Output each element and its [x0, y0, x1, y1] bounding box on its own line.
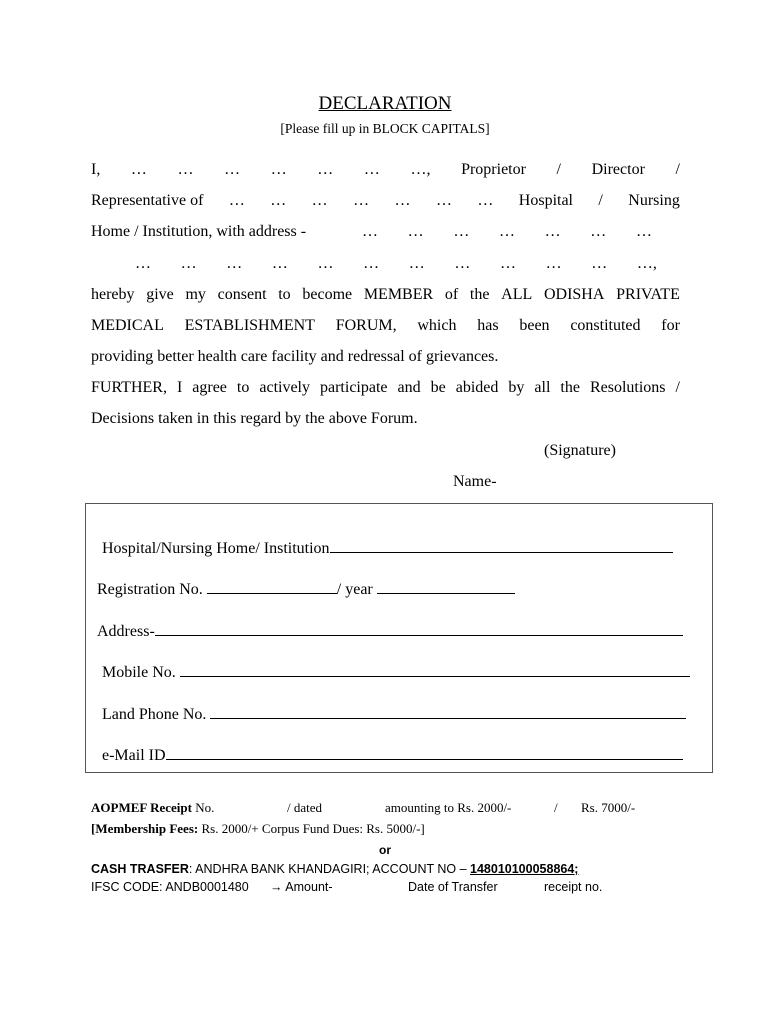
- declaration-line-5: [91, 286, 680, 304]
- word: …: [590, 223, 607, 240]
- word: abided: [455, 379, 499, 396]
- word: the: [560, 379, 580, 396]
- word: which: [417, 317, 457, 334]
- registration-field[interactable]: [97, 579, 515, 599]
- page-title: DECLARATION: [318, 93, 452, 114]
- declaration-line-9: Decisions taken in this regard by the above Forum.: [91, 410, 418, 427]
- account-number: 148010100058864;: [470, 862, 579, 876]
- word: …: [363, 255, 380, 272]
- word: …,: [636, 255, 657, 272]
- year-label: / year: [336, 581, 373, 598]
- declaration-line-3: [91, 223, 306, 241]
- word: …: [435, 192, 452, 209]
- word: I,: [91, 161, 101, 178]
- word: …: [311, 192, 328, 209]
- arrow-right-icon: →: [270, 880, 283, 894]
- declaration-line-1: [91, 161, 680, 179]
- amount-label: Amount-: [285, 880, 333, 894]
- word: …: [270, 192, 287, 209]
- declaration-line-8: [91, 379, 680, 397]
- receipt-rs7000: Rs. 7000/-: [581, 800, 636, 815]
- word: …: [180, 255, 197, 272]
- word: hereby: [91, 286, 135, 303]
- registration-label: Registration No.: [97, 581, 203, 598]
- word: be: [430, 379, 446, 396]
- mobile-blank[interactable]: [180, 662, 690, 677]
- receipt-dated-label: / dated: [287, 800, 323, 815]
- word: been: [519, 317, 550, 334]
- word: agree: [192, 379, 227, 396]
- word: ESTABLISHMENT: [184, 317, 315, 334]
- ifsc-code: IFSC CODE: ANDB0001480: [91, 880, 249, 894]
- amount-transfer-field: [270, 880, 333, 894]
- receipt-no-label: No.: [195, 800, 215, 815]
- fees-label: [Membership Fees:: [91, 821, 199, 836]
- word: by: [508, 379, 525, 396]
- receipt-slash: /: [554, 800, 558, 815]
- landphone-blank[interactable]: [210, 704, 686, 719]
- word: …: [317, 255, 334, 272]
- word: has: [477, 317, 499, 334]
- signature-label: (Signature): [544, 442, 616, 459]
- address-intro-text: Home / Institution, with address -: [91, 223, 307, 240]
- word: MEMBER: [363, 286, 434, 303]
- word: and: [397, 379, 421, 396]
- word: the: [469, 286, 490, 303]
- page-subtitle: [Please fill up in BLOCK CAPITALS]: [280, 121, 490, 136]
- receipt-line: [91, 800, 214, 816]
- word: …: [362, 223, 378, 240]
- email-blank[interactable]: [166, 745, 683, 760]
- word: …: [407, 223, 424, 240]
- word: /: [675, 379, 680, 396]
- word: /: [598, 192, 603, 209]
- word: become: [302, 286, 353, 303]
- member-details-box: [85, 503, 713, 773]
- word: FURTHER,: [91, 379, 167, 396]
- word: …,: [410, 161, 431, 178]
- cash-transfer-label: CASH TRASFER: [91, 862, 189, 876]
- word: consent: [217, 286, 267, 303]
- word: …: [228, 192, 245, 209]
- word: …: [135, 255, 151, 272]
- word: /: [556, 161, 561, 178]
- word: Nursing: [628, 192, 680, 209]
- word: …: [453, 223, 470, 240]
- mobile-field[interactable]: [102, 662, 690, 682]
- word: …: [498, 223, 515, 240]
- word: Hospital: [518, 192, 573, 209]
- email-label: e-Mail ID: [102, 747, 166, 764]
- word: …: [477, 192, 494, 209]
- address-dots-2: [135, 255, 657, 273]
- landphone-label: Land Phone No.: [102, 706, 207, 723]
- word: I: [176, 379, 183, 396]
- hospital-blank[interactable]: [330, 538, 673, 553]
- address-label: Address-: [97, 623, 155, 640]
- word: …: [271, 255, 288, 272]
- word: ALL: [501, 286, 533, 303]
- word: …: [500, 255, 516, 272]
- address-blank[interactable]: [155, 621, 683, 636]
- word: …: [177, 161, 194, 178]
- name-label: Name-: [453, 473, 497, 490]
- word: constituted: [570, 317, 641, 334]
- word: to: [236, 379, 250, 396]
- word: /: [675, 161, 680, 178]
- receipt-amount-label: amounting to Rs. 2000/-: [385, 800, 512, 815]
- date-of-transfer-label: Date of Transfer: [408, 880, 498, 894]
- word: for: [661, 317, 680, 334]
- email-field[interactable]: [102, 745, 683, 765]
- word: Director: [591, 161, 645, 178]
- word: …: [130, 161, 147, 178]
- cash-transfer-text: : ANDHRA BANK KHANDAGIRI; ACCOUNT NO –: [188, 862, 471, 876]
- word: FORUM,: [335, 317, 397, 334]
- declaration-line-6: [91, 317, 680, 335]
- declaration-line-7: providing better health care facility and redressal of grievances.: [91, 348, 499, 365]
- word: Resolutions: [589, 379, 666, 396]
- word: …: [394, 192, 411, 209]
- fees-value: Rs. 2000/+ Corpus Fund Dues: Rs. 5000/-]: [201, 821, 425, 836]
- word: …: [226, 255, 243, 272]
- address-dots-1: [362, 223, 652, 241]
- or-separator: or: [379, 843, 391, 857]
- word: …: [270, 161, 287, 178]
- year-blank[interactable]: [377, 579, 515, 594]
- word: …: [353, 192, 370, 209]
- word: …: [591, 255, 608, 272]
- hospital-label: Hospital/Nursing Home/ Institution: [102, 540, 330, 557]
- word: …: [317, 161, 334, 178]
- word: …: [454, 255, 471, 272]
- word: to: [278, 286, 291, 303]
- mobile-label: Mobile No.: [102, 664, 176, 681]
- cash-transfer-line: [91, 862, 578, 876]
- receipt-no-label-2: receipt no.: [544, 880, 603, 894]
- word: participate: [320, 379, 388, 396]
- word: MEDICAL: [91, 317, 164, 334]
- word: PRIVATE: [616, 286, 680, 303]
- word: …: [363, 161, 380, 178]
- word: give: [146, 286, 174, 303]
- landphone-field[interactable]: [102, 704, 686, 724]
- hospital-field[interactable]: [102, 538, 673, 558]
- word: Proprietor: [461, 161, 526, 178]
- word: of: [444, 286, 459, 303]
- word: all: [534, 379, 551, 396]
- word: …: [545, 255, 562, 272]
- membership-fees-line: [91, 821, 425, 837]
- word: Representative of: [91, 192, 204, 209]
- word: …: [224, 161, 241, 178]
- address-field[interactable]: [97, 621, 683, 641]
- word: ODISHA: [543, 286, 605, 303]
- word: actively: [259, 379, 310, 396]
- declaration-line-2: [91, 192, 680, 210]
- word: …: [635, 223, 652, 240]
- word: …: [544, 223, 561, 240]
- receipt-label: AOPMEF Receipt: [91, 800, 192, 815]
- word: …: [408, 255, 425, 272]
- word: my: [185, 286, 206, 303]
- registration-blank[interactable]: [207, 579, 337, 594]
